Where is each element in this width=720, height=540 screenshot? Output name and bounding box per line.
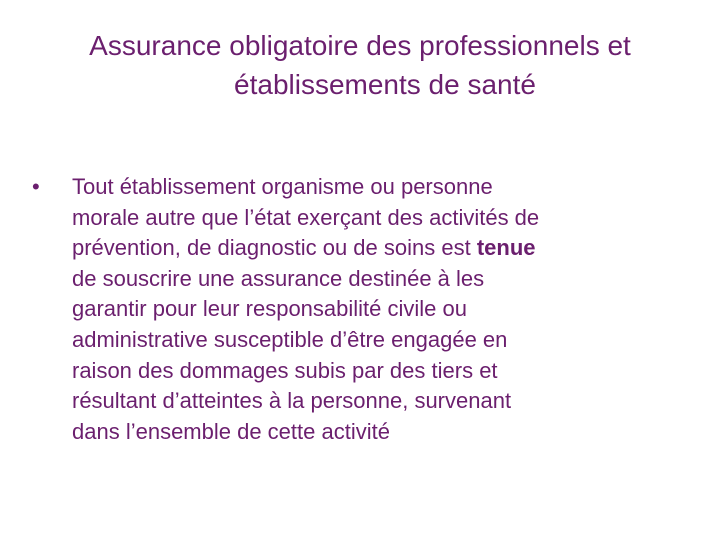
bullet-line-4: de souscrire une assurance destinée à les — [72, 265, 485, 291]
bullet-text — [72, 172, 680, 447]
bullet-line-2: morale autre que l’état exerçant des activités de — [72, 204, 540, 230]
bullet-item — [30, 172, 680, 447]
slide-title — [30, 26, 690, 104]
bullet-line-6: administrative susceptible d’être engagée en — [72, 326, 508, 352]
bullet-line-9: dans l’ensemble de cette activité — [72, 418, 390, 444]
bullet-line-5: garantir pour leur responsabilité civile ou — [72, 296, 467, 322]
bullet-list — [30, 172, 680, 447]
title-line-2: établissements de santé — [234, 69, 536, 100]
emphasis-tenue: tenue — [476, 235, 536, 261]
bullet-marker: • — [32, 174, 40, 199]
title-line-1: Assurance obligatoire des professionnels et — [89, 30, 631, 61]
bullet-line-3-text: prévention, de diagnostic ou de soins est — [72, 235, 477, 261]
bullet-line-8: résultant d’atteintes à la personne, survenant — [72, 388, 512, 414]
bullet-line-1: Tout établissement organisme ou personne — [72, 174, 493, 199]
bullet-line-7: raison des dommages subis par des tiers et — [72, 357, 498, 383]
bullet-line-3 — [72, 233, 680, 264]
